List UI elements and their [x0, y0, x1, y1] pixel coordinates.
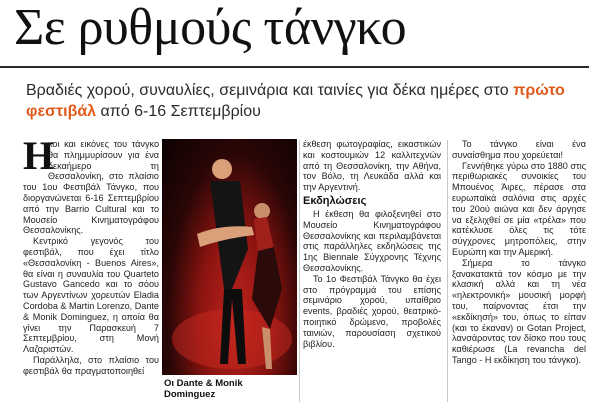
photo-caption: Οι Dante & Monik Dominguez	[164, 378, 243, 400]
col1-paragraph-3: Παράλληλα, στο πλαίσιο του φεστιβάλ θα πραγματοποιηθεί	[23, 354, 159, 376]
deck-text-start: Βραδιές χορού, συναυλίες, σεμινάρια και ταινίες για δέκα ημέρες στο	[26, 82, 514, 99]
col1-paragraph-1: κοι και εικόνες του τάνγκο θα πλημμυρίσουν για ένα δεκαήμερο τη Θεσσαλονίκη, στο πλαίσιο του 1ου Φεστιβάλ Τάνγκο, που διοργανώνεται 6-16 Σεπτεμβρίου από την Barrio Cultural και το Μουσείο Κινηματογράφου Θεσσαλονίκης.	[23, 139, 159, 236]
headline: Σε ρυθμούς τάνγκο	[14, 0, 407, 56]
col4-paragraph-3: Σήμερα το τάνγκο ξανακατακτά τον κόσμο με την κλασική αλλά και τη νέα «ηλεκτρονική» μουσική μορφή του, παίρνοντας έτσι την «εκδίκησή» του, όπως το είπαν (και το έκαναν) οι Gotan Project, λανσάροντας τον δίσκο που τους καθιέρωσε (La revancha del Tango - Η εκδίκηση του τάνγκο).	[452, 257, 586, 365]
column-3	[303, 139, 441, 349]
deck-highlight: πρώτο φεστιβάλ	[26, 82, 565, 120]
col4-paragraph-2: Γεννήθηκε γύρω στο 1880 στις περιθωριακές συνοικίες του Μπουένος Άιρες, πέρασε στα ευρωπαϊκά σαλόνια στις αρχές του 20ού αιώνα και δεν άργησε να εξελιχθεί σε μία «τρέλα» που κατέκλυσε όλες τις τότε σύγχρονες μητροπόλεις, στην Ευρώπη και την Αμερική.	[452, 160, 586, 257]
col3-paragraph-2: Η έκθεση θα φιλοξενηθεί στο Μουσείο Κινηματογράφου Θεσσαλονίκης και περιλαμβάνεται στις παράλληλες εκδηλώσεις της 1ης Biennale Σύγχρονης Τέχνης Θεσσαλονίκης.	[303, 208, 441, 273]
column-divider-2	[447, 140, 448, 402]
deck	[26, 80, 581, 122]
headline-rule	[0, 66, 589, 68]
intro-paragraph	[23, 133, 159, 236]
col3-paragraph-3: Το 1ο Φεστιβάλ Τάνγκο θα έχει στο πρόγραμμά του επίσης σεμινάριο χορού, υπαίθριο events, βραδιές χορού, θεατρικό-ποιητικό δρώμενο, προβολές ταινιών, παρουσίαση σχετικού βιβλίου.	[303, 273, 441, 349]
col1-paragraph-2: Κεντρικό γεγονός του φεστιβάλ, που έχει τίτλο «Θεσσαλονίκη - Buenos Aires», θα είναι η συναυλία του Quarteto Gustavo Gancedo και το σόου των Αργεντίνων χορευτών Eladia Cordoba & Martin Lorenzo, Dante & Monik Dominguez, η οποία θα γίνει την Παρασκευή 7 Σεπτεμβρίου, στη Μονή Λαζαριστών.	[23, 236, 159, 355]
dropcap: Η	[23, 133, 55, 178]
deck-text-end: από 6-16 Σεπτεμβρίου	[96, 103, 261, 120]
dancers-photo	[162, 139, 297, 375]
col4-paragraph-1: Το τάνγκο είναι ένα συναίσθημα που χορεύεται!	[452, 139, 586, 160]
column-4	[452, 139, 586, 366]
dancers-illustration	[162, 139, 297, 375]
column-1	[23, 133, 159, 377]
section-subhead: Εκδηλώσεις	[303, 194, 367, 207]
col3-paragraph-1: έκθεση φωτογραφίας, εικαστικών και κοστουμιών 12 καλλιτεχνών από τη Θεσσαλονίκη, την Αθήνα, τον Βόλο, τη Λευκάδα αλλά και την Αργεντινή.	[303, 139, 441, 193]
column-divider-1	[299, 140, 300, 402]
